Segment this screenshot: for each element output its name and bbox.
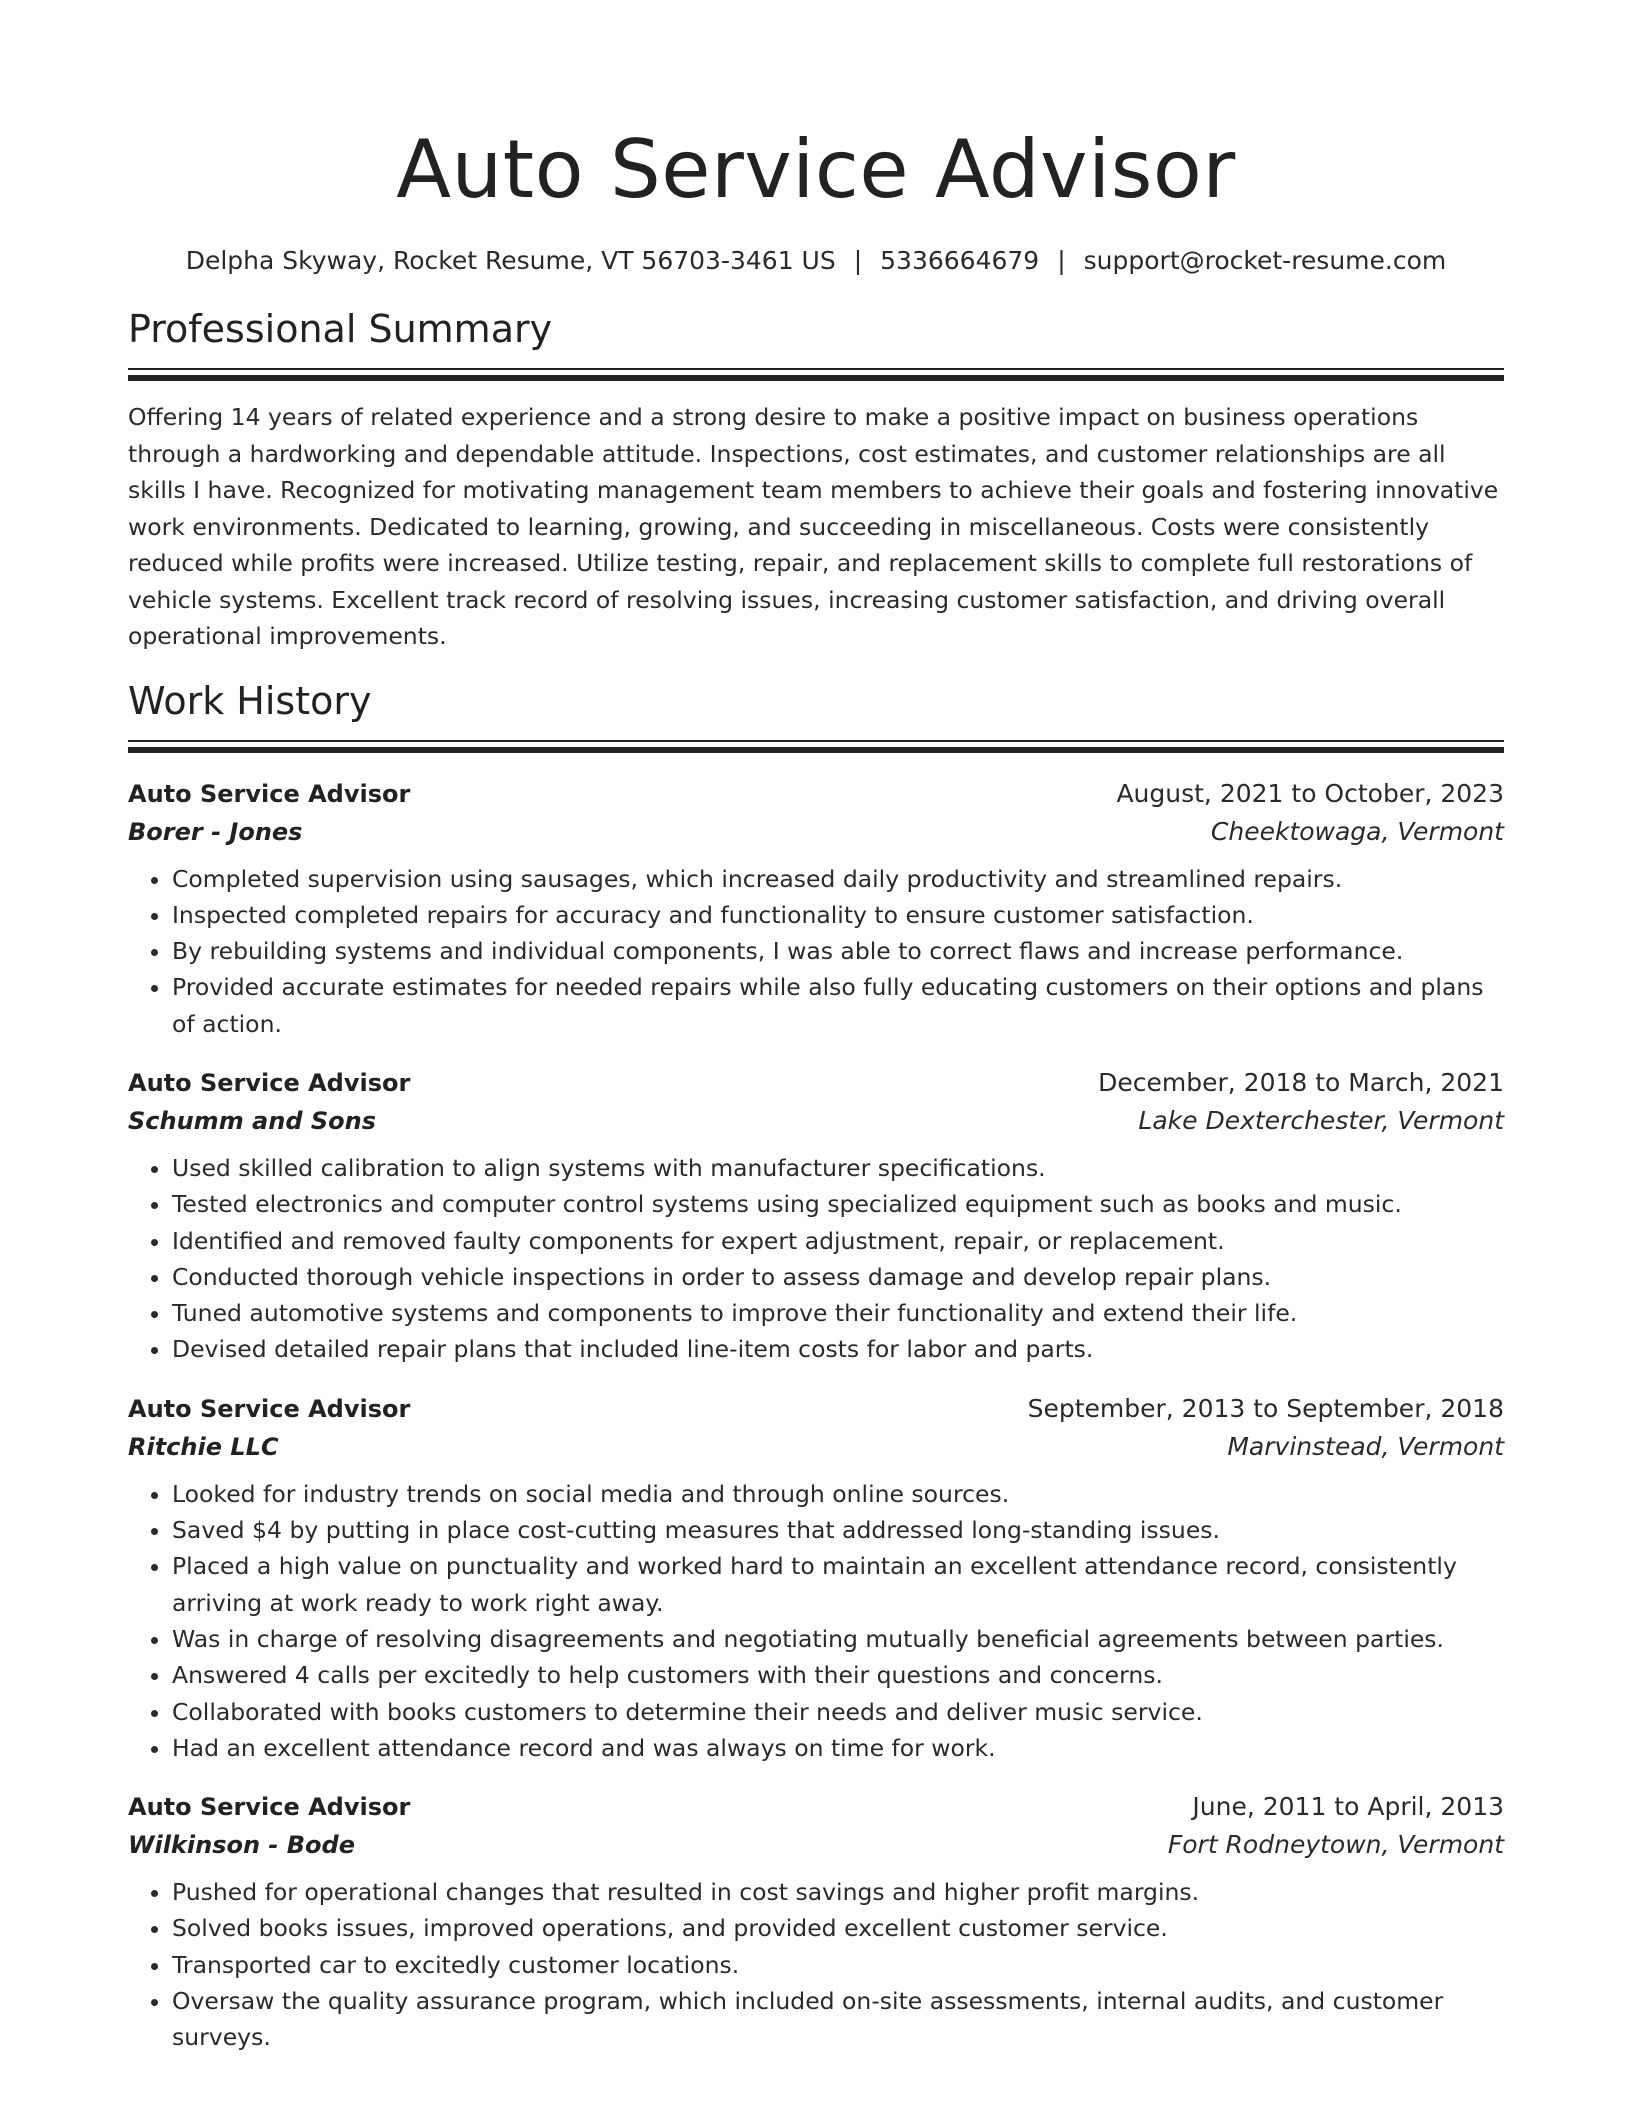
job-bullet-list [128, 1150, 1504, 1368]
section-rule-thin [128, 368, 1504, 370]
job-header-row [128, 1390, 1504, 1428]
contact-line [128, 244, 1504, 278]
job-company-row [128, 813, 1504, 851]
section-heading-summary: Professional Summary [128, 307, 553, 351]
job-bullet: • Inspected completed repairs for accuracy and functionality to ensure customer satisfaction. [172, 897, 1504, 933]
job-bullet: • Provided accurate estimates for needed repairs while also fully educating customers on their options and plans of action. [172, 969, 1504, 1042]
job-title: Auto Service Advisor [128, 1394, 411, 1423]
job-header-row [128, 775, 1504, 813]
job-bullet: • Used skilled calibration to align systems with manufacturer specifications. [172, 1150, 1504, 1186]
job-title: Auto Service Advisor [128, 1068, 411, 1097]
job-location: Cheektowaga, Vermont [1210, 816, 1504, 846]
job-dates: August, 2021 to October, 2023 [1116, 778, 1504, 808]
job-bullet: • Devised detailed repair plans that included line-item costs for labor and parts. [172, 1331, 1504, 1367]
job-bullet: • Transported car to excitedly customer locations. [172, 1947, 1504, 1983]
job-bullet: • By rebuilding systems and individual components, I was able to correct flaws and increase performance. [172, 933, 1504, 969]
job-bullet: • Answered 4 calls per excitedly to help customers with their questions and concerns. [172, 1657, 1504, 1693]
job-bullet-list [128, 1874, 1504, 2055]
job-company-row [128, 1102, 1504, 1140]
job-bullet: • Saved $4 by putting in place cost-cutting measures that addressed long-standing issues. [172, 1512, 1504, 1548]
job-title: Auto Service Advisor [128, 1793, 411, 1822]
job-location: Fort Rodneytown, Vermont [1167, 1830, 1504, 1860]
job-dates: December, 2018 to March, 2021 [1098, 1067, 1504, 1097]
job-company-row [128, 1826, 1504, 1864]
job-entry [128, 1064, 1504, 1368]
job-entry [128, 1788, 1504, 2055]
contact-address: Delpha Skyway, Rocket Resume, VT 56703-3461 US [185, 246, 836, 275]
job-bullet: • Placed a high value on punctuality and worked hard to maintain an excellent attendance record, consistently arriving at work ready to work right away. [172, 1548, 1504, 1621]
job-bullet: • Conducted thorough vehicle inspections in order to assess damage and develop repair plans. [172, 1259, 1504, 1295]
job-bullet: • Had an excellent attendance record and was always on time for work. [172, 1730, 1504, 1766]
job-bullet: • Was in charge of resolving disagreements and negotiating mutually beneficial agreements between parties. [172, 1621, 1504, 1657]
professional-summary-section [128, 304, 1504, 655]
contact-phone: 5336664679 [880, 246, 1040, 275]
job-bullet: • Pushed for operational changes that resulted in cost savings and higher profit margins. [172, 1874, 1504, 1910]
job-bullet: • Identified and removed faulty components for expert adjustment, repair, or replacement. [172, 1223, 1504, 1259]
job-dates: September, 2013 to September, 2018 [1027, 1393, 1504, 1423]
job-bullet-list [128, 861, 1504, 1042]
resume-title: Auto Service Advisor [396, 123, 1236, 216]
job-bullet: • Solved books issues, improved operations, and provided excellent customer service. [172, 1910, 1504, 1946]
job-company: Borer - Jones [128, 817, 303, 846]
job-company: Wilkinson - Bode [128, 1831, 355, 1860]
contact-email: support@rocket-resume.com [1083, 246, 1447, 275]
job-entry [128, 1390, 1504, 1766]
job-bullet: • Completed supervision using sausages, which increased daily productivity and streamlined repairs. [172, 861, 1504, 897]
section-rule-thick [128, 375, 1504, 381]
job-location: Lake Dexterchester, Vermont [1138, 1105, 1504, 1135]
job-dates: June, 2011 to April, 2013 [1192, 1792, 1504, 1822]
job-company: Ritchie LLC [128, 1432, 279, 1461]
job-bullet: • Tuned automotive systems and components to improve their functionality and extend their life. [172, 1295, 1504, 1331]
job-bullet: • Looked for industry trends on social media and through online sources. [172, 1476, 1504, 1512]
job-title: Auto Service Advisor [128, 779, 411, 808]
job-bullet: • Oversaw the quality assurance program, which included on-site assessments, internal audits, and customer surveys. [172, 1983, 1504, 2056]
job-bullet-list [128, 1476, 1504, 1766]
job-header-row [128, 1064, 1504, 1102]
section-heading-work-history: Work History [128, 678, 372, 723]
job-company-row [128, 1428, 1504, 1466]
section-rule-thin [128, 740, 1504, 742]
contact-separator: | [853, 246, 863, 275]
work-history-section [128, 676, 1504, 2056]
summary-paragraph: Offering 14 years of related experience and a strong desire to make a positive impact on business operations through a hardworking and dependable attitude. Inspections, cost estimates, and customer relationships are all skills I have. Recognized for motivating management team members to achieve their goals and fostering innovative work environments. Dedicated to learning, growing, and succeeding in miscellaneous. Costs were consistently reduced while profits were increased. Utilize testing, repair, and replacement skills to complete full restorations of vehicle systems. Excellent track record of resolving issues, increasing customer satisfaction, and driving overall operational improvements. [128, 403, 1499, 650]
job-bullet: • Tested electronics and computer control systems using specialized equipment such as books and music. [172, 1186, 1504, 1222]
job-bullet: • Collaborated with books customers to determine their needs and deliver music service. [172, 1694, 1504, 1730]
contact-separator: | [1057, 246, 1066, 275]
job-entry [128, 775, 1504, 1042]
job-header-row [128, 1788, 1504, 1826]
job-location: Marvinstead, Vermont [1227, 1431, 1504, 1461]
job-company: Schumm and Sons [128, 1106, 377, 1135]
section-rule-thick [128, 747, 1504, 753]
